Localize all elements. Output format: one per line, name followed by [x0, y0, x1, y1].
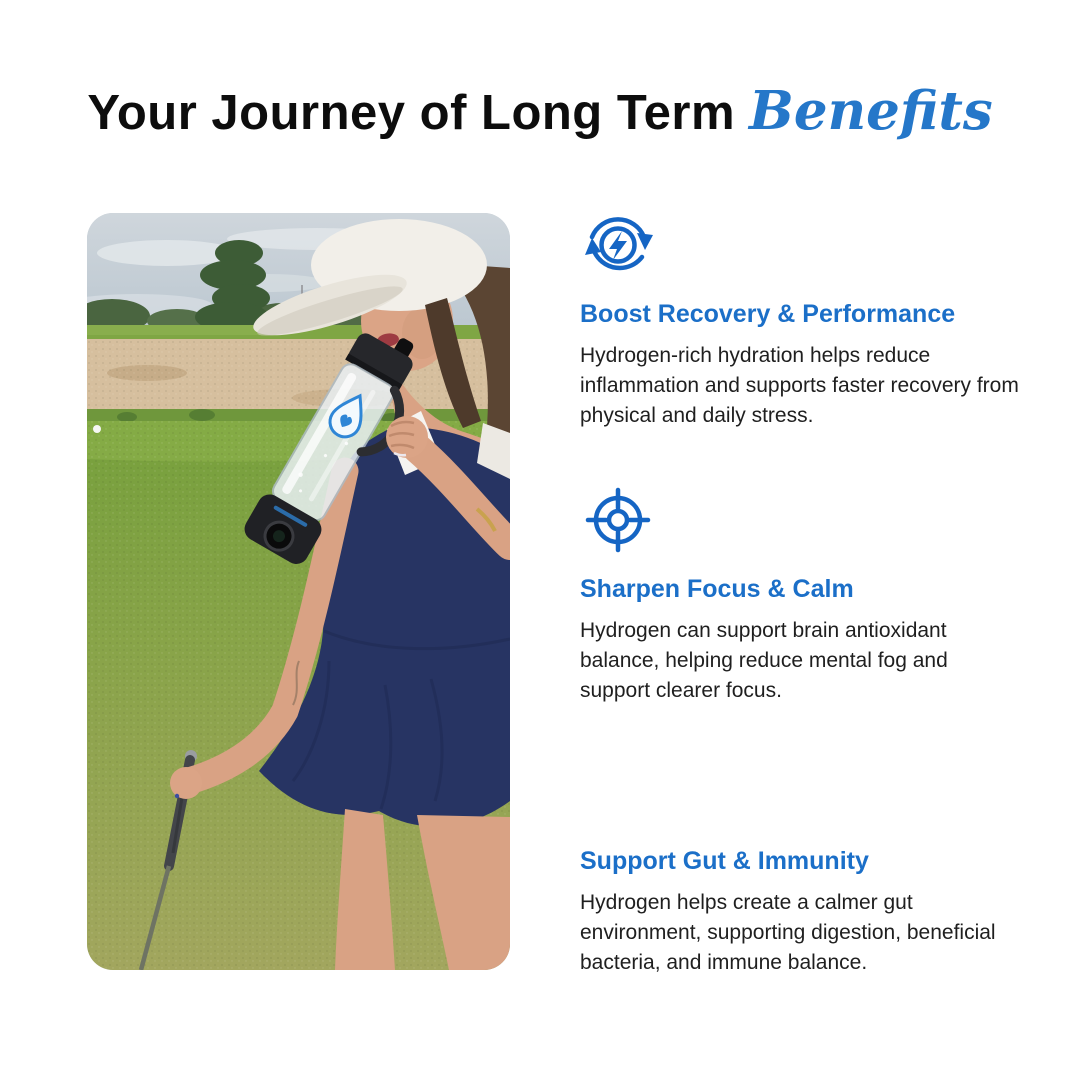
golfer-photo-illustration — [87, 213, 510, 970]
benefit-gut-immunity — [580, 846, 1022, 978]
benefit-focus — [580, 482, 1022, 706]
golfer-photo — [87, 213, 510, 970]
title-accent: Benefits — [749, 80, 993, 142]
benefit-body: Hydrogen-rich hydration helps reduce inflammation and supports faster recovery from physical and daily stress. — [580, 344, 1019, 428]
benefit-heading: Sharpen Focus & Calm — [580, 575, 854, 603]
benefit-heading: Support Gut & Immunity — [580, 847, 869, 875]
focus-target-icon — [580, 482, 656, 558]
page-title — [0, 80, 1080, 142]
benefit-body: Hydrogen can support brain antioxidant balance, helping reduce mental fog and support clearer focus. — [580, 619, 948, 703]
title-main: Your Journey of Long Term — [87, 86, 736, 140]
benefit-body: Hydrogen helps create a calmer gut environment, supporting digestion, beneficial bacteria, and immune balance. — [580, 891, 996, 975]
benefit-recovery — [580, 207, 1022, 431]
benefit-heading: Boost Recovery & Performance — [580, 300, 956, 328]
recovery-cycle-lightning-icon — [580, 207, 656, 283]
